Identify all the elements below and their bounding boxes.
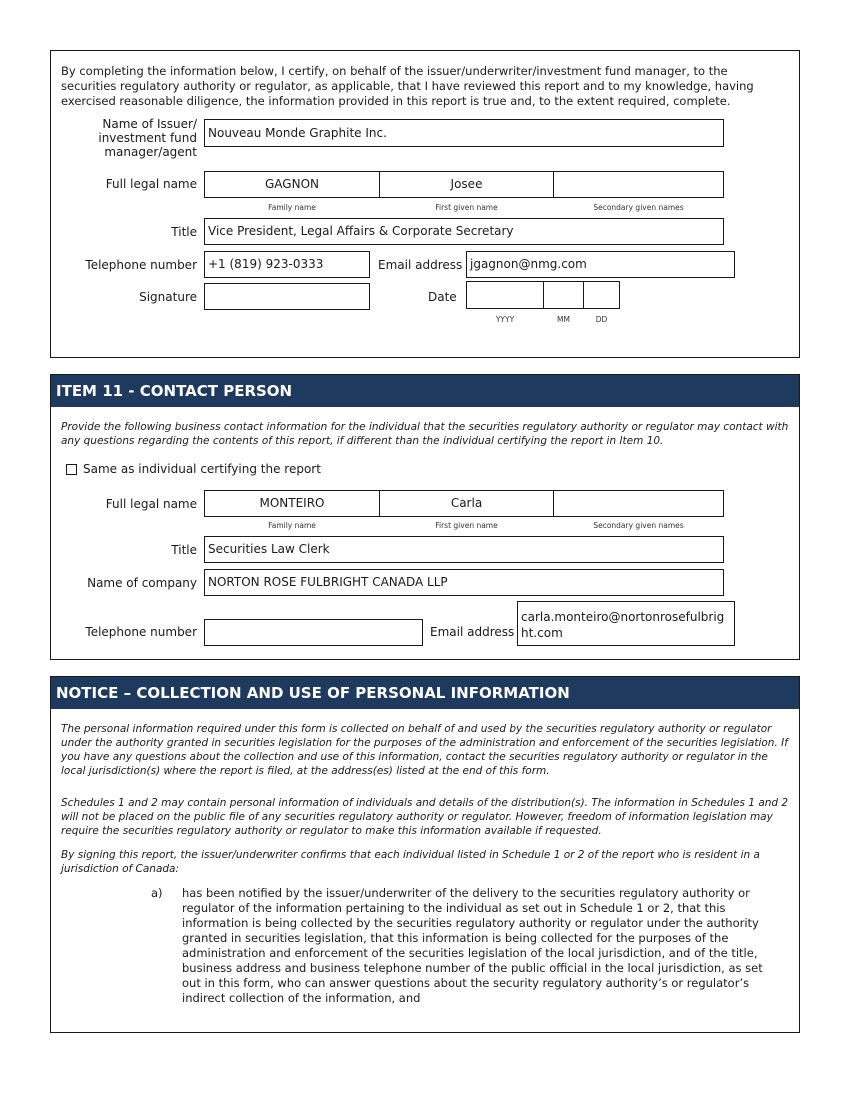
notice-para-2: Schedules 1 and 2 may contain personal information of individuals and details of the distribution(s). The information in Schedules 1 and 2 will not be placed on the public file of any securities regulatory authority or regulator. However, freedom of information legislation may require the securities regulatory authority or regulator to make this information available if requested. (61, 797, 789, 837)
same-as-label: Same as individual certifying the report (83, 462, 321, 476)
contact-telephone-field[interactable] (204, 619, 423, 646)
contact-email-line1: carla.monteiro@nortonrosefulbrig (521, 610, 725, 624)
title-field[interactable]: Vice President, Legal Affairs & Corporate Secretary (204, 218, 724, 245)
contact-family-name-field[interactable]: MONTEIRO (204, 490, 380, 517)
telephone-field[interactable]: +1 (819) 923-0333 (204, 251, 370, 278)
email-field[interactable]: jgagnon@nmg.com (466, 251, 735, 278)
full-legal-name-label: Full legal name (105, 177, 197, 191)
family-name-caption: Family name (268, 203, 316, 212)
contact-title-label: Title (171, 543, 197, 557)
email-label: Email address (378, 258, 463, 272)
certification-intro: By completing the information below, I certify, on behalf of the issuer/underwriter/investment fund manager, to the securities regulatory authority or regulator, as applicable, that I have reviewed this report and to my knowledge, having exercised reasonable diligence, the information provided in this report is true and, to the extent required, complete. (61, 64, 754, 108)
notice-section (50, 676, 800, 1033)
contact-secondary-given-names-field[interactable] (553, 490, 724, 517)
contact-title-field[interactable]: Securities Law Clerk (204, 536, 724, 563)
contact-email-line2: ht.com (521, 626, 563, 640)
company-label: Name of company (87, 576, 197, 590)
contact-header: ITEM 11 - CONTACT PERSON (51, 375, 799, 407)
date-dd-field[interactable] (583, 281, 620, 309)
contact-first-given-name-field[interactable]: Carla (379, 490, 554, 517)
family-name-field[interactable]: GAGNON (204, 171, 380, 198)
certification-section (50, 50, 800, 358)
contact-full-legal-name-label: Full legal name (105, 497, 197, 511)
contact-secondary-caption: Secondary given names (593, 521, 684, 530)
signature-label: Signature (139, 290, 197, 304)
signature-field[interactable] (204, 283, 370, 310)
notice-para-1: The personal information required under this form is collected on behalf of and used by the securities regulatory authority or regulator under the authority granted in securities legislation for the purposes of the administration and enforcement of the securities legislation. If you have any questions about the collection and use of this information, contact the securities regulatory authority or regulator in the local jurisdiction(s) where the report is filed, at the address(es) listed at the end of this form. (61, 723, 788, 777)
first-given-name-field[interactable]: Josee (379, 171, 554, 198)
secondary-caption: Secondary given names (593, 203, 684, 212)
secondary-given-names-field[interactable] (553, 171, 724, 198)
date-yyyy-field[interactable] (466, 281, 544, 309)
contact-section (50, 374, 800, 660)
contact-first-given-caption: First given name (435, 521, 498, 530)
contact-email-field[interactable] (517, 601, 735, 646)
telephone-label: Telephone number (85, 258, 197, 272)
contact-family-name-caption: Family name (268, 521, 316, 530)
notice-header: NOTICE – COLLECTION AND USE OF PERSONAL INFORMATION (51, 677, 799, 709)
mm-caption: MM (557, 315, 570, 324)
company-field[interactable]: NORTON ROSE FULBRIGHT CANADA LLP (204, 569, 724, 596)
notice-para-3: By signing this report, the issuer/underwriter confirms that each individual listed in Schedule 1 or 2 of the report who is resident in a jurisdiction of Canada: (61, 849, 760, 875)
item-a-marker: a) (151, 886, 163, 900)
first-given-caption: First given name (435, 203, 498, 212)
same-as-checkbox[interactable] (66, 464, 77, 475)
title-label: Title (171, 225, 197, 239)
issuer-name-field[interactable]: Nouveau Monde Graphite Inc. (204, 119, 724, 147)
item-a-text: has been notified by the issuer/underwriter of the delivery to the securities regulatory authority or regulator of the information pertaining to the individual as set out in Schedule 1 or 2, that this information is being collected by the securities regulatory authority or regulator under the authority granted in securities legislation, that this information is being collected for the purposes of the administration and enforcement of the securities legislation of the local jurisdiction, and of the title, business address and business telephone number of the public official in the local jurisdiction, as set out in this form, who can answer questions about the security regulatory authority’s or regulator’s indirect collection of the information, and (182, 886, 763, 1005)
contact-intro: Provide the following business contact information for the individual that the securities regulatory authority or regulator may contact with any questions regarding the contents of this report, if different than the individual certifying the report in Item 10. (61, 421, 789, 447)
issuer-label: Name of Issuer/ investment fund manager/agent (98, 117, 197, 159)
dd-caption: DD (595, 315, 608, 324)
date-mm-field[interactable] (543, 281, 584, 309)
yyyy-caption: YYYY (495, 315, 515, 324)
contact-telephone-label: Telephone number (85, 625, 197, 639)
contact-email-label: Email address (430, 625, 515, 639)
date-label: Date (428, 290, 457, 304)
